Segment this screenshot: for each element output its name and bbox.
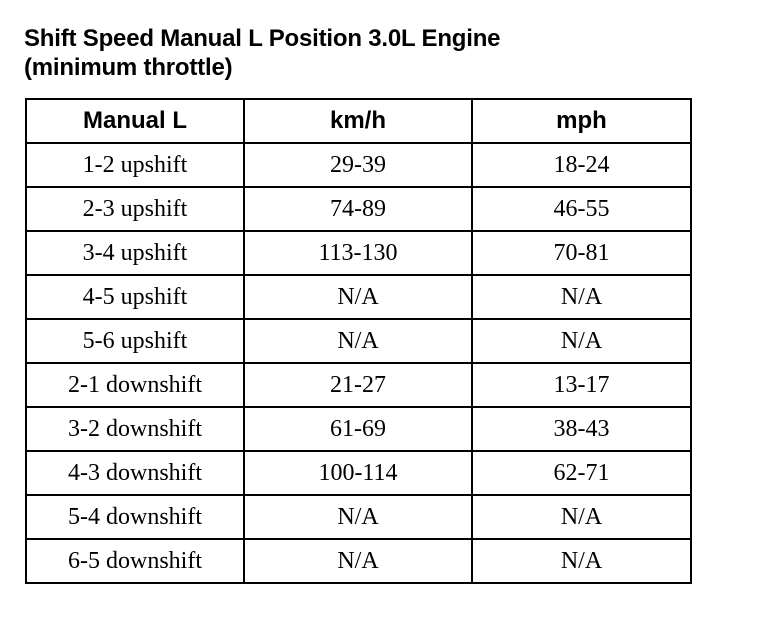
mph-cell: 13-17: [472, 363, 691, 407]
kmh-cell: 61-69: [244, 407, 472, 451]
shift-cell: 3-2 downshift: [26, 407, 244, 451]
table-row: [26, 363, 691, 407]
table-row: [26, 319, 691, 363]
column-header-kmh: km/h: [244, 99, 472, 143]
mph-cell: N/A: [472, 319, 691, 363]
shift-cell: 6-5 downshift: [26, 539, 244, 583]
table-row: [26, 275, 691, 319]
kmh-cell: 100-114: [244, 451, 472, 495]
mph-cell: N/A: [472, 539, 691, 583]
title-line-2: (minimum throttle): [24, 54, 233, 81]
shift-speed-table: [25, 98, 692, 584]
kmh-cell: N/A: [244, 495, 472, 539]
table-row: [26, 407, 691, 451]
shift-cell: 3-4 upshift: [26, 231, 244, 275]
kmh-cell: N/A: [244, 539, 472, 583]
table-row: [26, 539, 691, 583]
table-row: [26, 143, 691, 187]
table-row: [26, 231, 691, 275]
mph-cell: 46-55: [472, 187, 691, 231]
shift-cell: 5-6 upshift: [26, 319, 244, 363]
shift-cell: 4-5 upshift: [26, 275, 244, 319]
table-row: [26, 495, 691, 539]
mph-cell: 38-43: [472, 407, 691, 451]
kmh-cell: N/A: [244, 275, 472, 319]
mph-cell: 70-81: [472, 231, 691, 275]
mph-cell: N/A: [472, 495, 691, 539]
shift-cell: 5-4 downshift: [26, 495, 244, 539]
shift-cell: 2-1 downshift: [26, 363, 244, 407]
mph-cell: 18-24: [472, 143, 691, 187]
shift-cell: 1-2 upshift: [26, 143, 244, 187]
mph-cell: 62-71: [472, 451, 691, 495]
kmh-cell: 29-39: [244, 143, 472, 187]
mph-cell: N/A: [472, 275, 691, 319]
kmh-cell: 74-89: [244, 187, 472, 231]
table-row: [26, 451, 691, 495]
page-title: [24, 24, 500, 82]
shift-cell: 4-3 downshift: [26, 451, 244, 495]
table-body: [26, 143, 691, 583]
shift-cell: 2-3 upshift: [26, 187, 244, 231]
column-header-manual-l: Manual L: [26, 99, 244, 143]
kmh-cell: N/A: [244, 319, 472, 363]
column-header-mph: mph: [472, 99, 691, 143]
kmh-cell: 21-27: [244, 363, 472, 407]
title-line-1: Shift Speed Manual L Position 3.0L Engine: [24, 25, 501, 52]
table-header-row: [26, 99, 691, 143]
kmh-cell: 113-130: [244, 231, 472, 275]
table-row: [26, 187, 691, 231]
